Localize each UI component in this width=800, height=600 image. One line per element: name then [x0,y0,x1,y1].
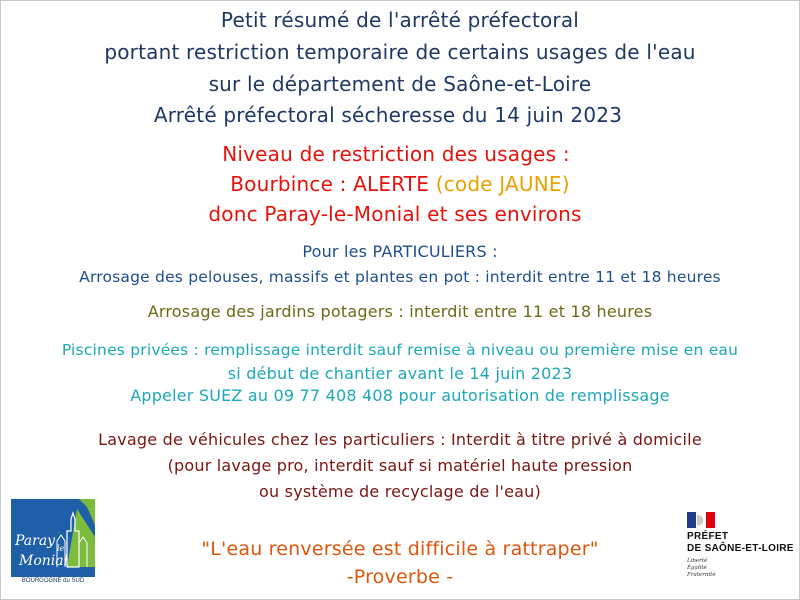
lavage-line-3: ou système de recyclage de l'eau) [259,482,541,501]
paray-logo-word-3: Monial [19,553,69,569]
restriction-area: Bourbince : ALERTE [230,172,436,196]
restriction-code: (code JAUNE) [435,172,570,196]
piscines-line-3: Appeler SUEZ au 09 77 408 408 pour autorisation de remplissage [130,386,670,405]
piscines-line-1: Piscines privées : remplissage interdit sauf remise à niveau ou première mise en eau [61,341,739,359]
lavage-line-2: (pour lavage pro, interdit sauf si matériel haute pression [167,456,633,475]
header-line-2: portant restriction temporaire de certains usages de l'eau [104,40,696,64]
restriction-scope: donc Paray-le-Monial et ses environs [208,202,582,226]
lavage-line-1: Lavage de véhicules chez les particuliers : Interdit à titre privé à domicile [98,430,702,449]
header-line-3: sur le département de Saône-et-Loire [208,72,592,96]
prefet-motto-1: Liberté [687,558,708,564]
particuliers-lawns: Arrosage des pelouses, massifs et plantes en pot : interdit entre 11 et 18 heures [79,268,721,286]
header-line-1: Petit résumé de l'arrêté préfectoral [220,8,580,32]
piscines-line-2: si début de chantier avant le 14 juin 2023 [227,364,573,383]
potagers-rule: Arrosage des jardins potagers : interdit entre 11 et 18 heures [147,302,653,321]
paray-le-monial-logo [9,497,97,589]
proverb-source: -Proverbe - [346,566,454,588]
prefet-line-1: PRÉFET [687,531,729,542]
restriction-title: Niveau de restriction des usages : [222,142,570,166]
prefet-motto-2: Égalité [687,565,707,571]
header-date-line: Arrêté préfectoral sécheresse du 14 juin 2023 [153,103,623,127]
marianne-flag-icon [687,512,715,528]
paray-logo-word-1: Paray [15,533,56,549]
paray-logo-tagline: BOURGOGNE du SUD [21,578,85,584]
prefet-saone-et-loire-logo [683,512,794,592]
proverb-quote: "L'eau renversée est difficile à rattraper" [201,538,599,560]
restriction-level [0,172,800,196]
paray-logo-word-2: le [57,544,65,553]
prefet-line-2: DE SAÔNE-ET-LOIRE [687,543,794,554]
particuliers-title: Pour les PARTICULIERS : [302,242,498,261]
prefet-motto-3: Fraternité [687,572,716,578]
